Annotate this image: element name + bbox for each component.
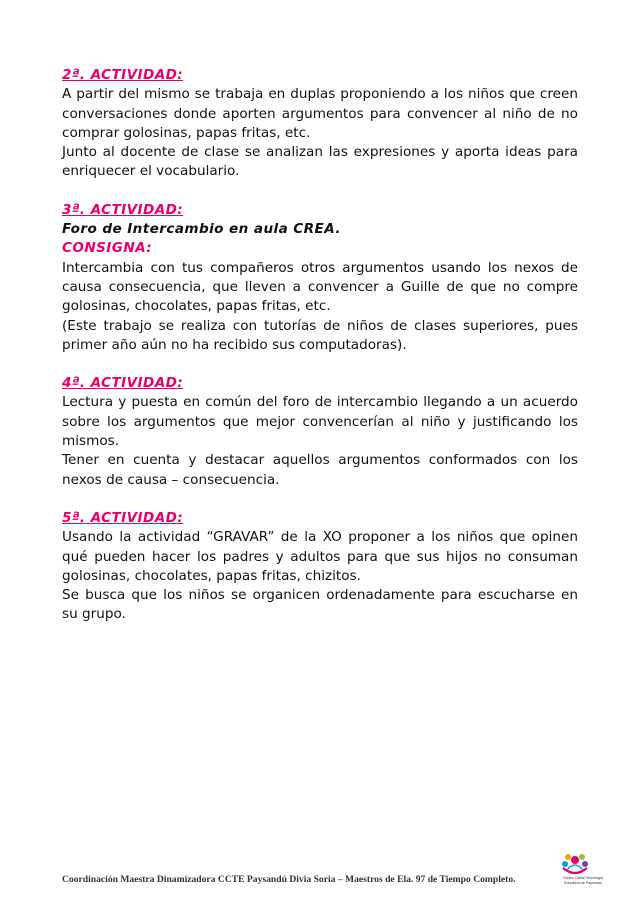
activity-3 [62, 201, 578, 355]
document-body [62, 66, 578, 644]
forum-title: Foro de Intercambio en aula CREA. [62, 221, 341, 238]
paragraph: Tener en cuenta y destacar aquellos argumentos conformados con los nexos de causa – consecuencia. [62, 452, 578, 488]
consigna-label: CONSIGNA: [62, 240, 153, 257]
activity-2 [62, 66, 578, 182]
paragraph: Lectura y puesta en común del foro de intercambio llegando a un acuerdo sobre los argumentos que mejor convencerían al niño y justificando los mismos. [62, 394, 578, 450]
activity-heading: 5ª. ACTIVIDAD: [62, 509, 184, 526]
activity-heading: 4ª. ACTIVIDAD: [62, 375, 184, 392]
paragraph: Usando la actividad “GRAVAR” de la XO proponer a los niños que opinen qué pueden hacer los padres y adultos para que sus hijos no consuman golosinas, chocolates, papas fritas, chizitos. [62, 529, 578, 584]
activity-5 [62, 509, 578, 625]
logo-caption [548, 876, 618, 886]
page-footer: Coordinación Maestra Dinamizadora CCTE Paysandú Divia Soria – Maestros de Ela. 97 de Tiempo Completo. [62, 874, 516, 885]
paragraph: Junto al docente de clase se analizan las expresiones y aporta ideas para enriquecer el vocabulario. [62, 144, 578, 180]
activity-heading: 2ª. ACTIVIDAD: [62, 67, 184, 83]
paragraph: Intercambia con tus compañeros otros argumentos usando los nexos de causa consecuencia, que lleven a convencer a Guille de que no compre golosinas, chocolates, papas fritas, etc. [62, 259, 578, 315]
activity-heading: 3ª. ACTIVIDAD: [62, 201, 184, 218]
logo-line-1: Centro Ceibal Tecnología [562, 876, 604, 880]
ceibal-logo-icon [553, 848, 597, 900]
paragraph: A partir del mismo se trabaja en duplas proponiendo a los niños que creen conversaciones donde aporten argumentos para convencer al niño de no comprar golosinas, papas fritas, etc. [62, 86, 578, 141]
activity-4 [62, 374, 578, 490]
paragraph: (Este trabajo se realiza con tutorías de niños de clases superiores, pues primer año aún no ha recibido sus computadoras). [62, 317, 578, 353]
paragraph: Se busca que los niños se organicen ordenadamente para escucharse en su grupo. [62, 587, 578, 623]
logo-line-2: Educativa de Paysandú [564, 881, 602, 885]
